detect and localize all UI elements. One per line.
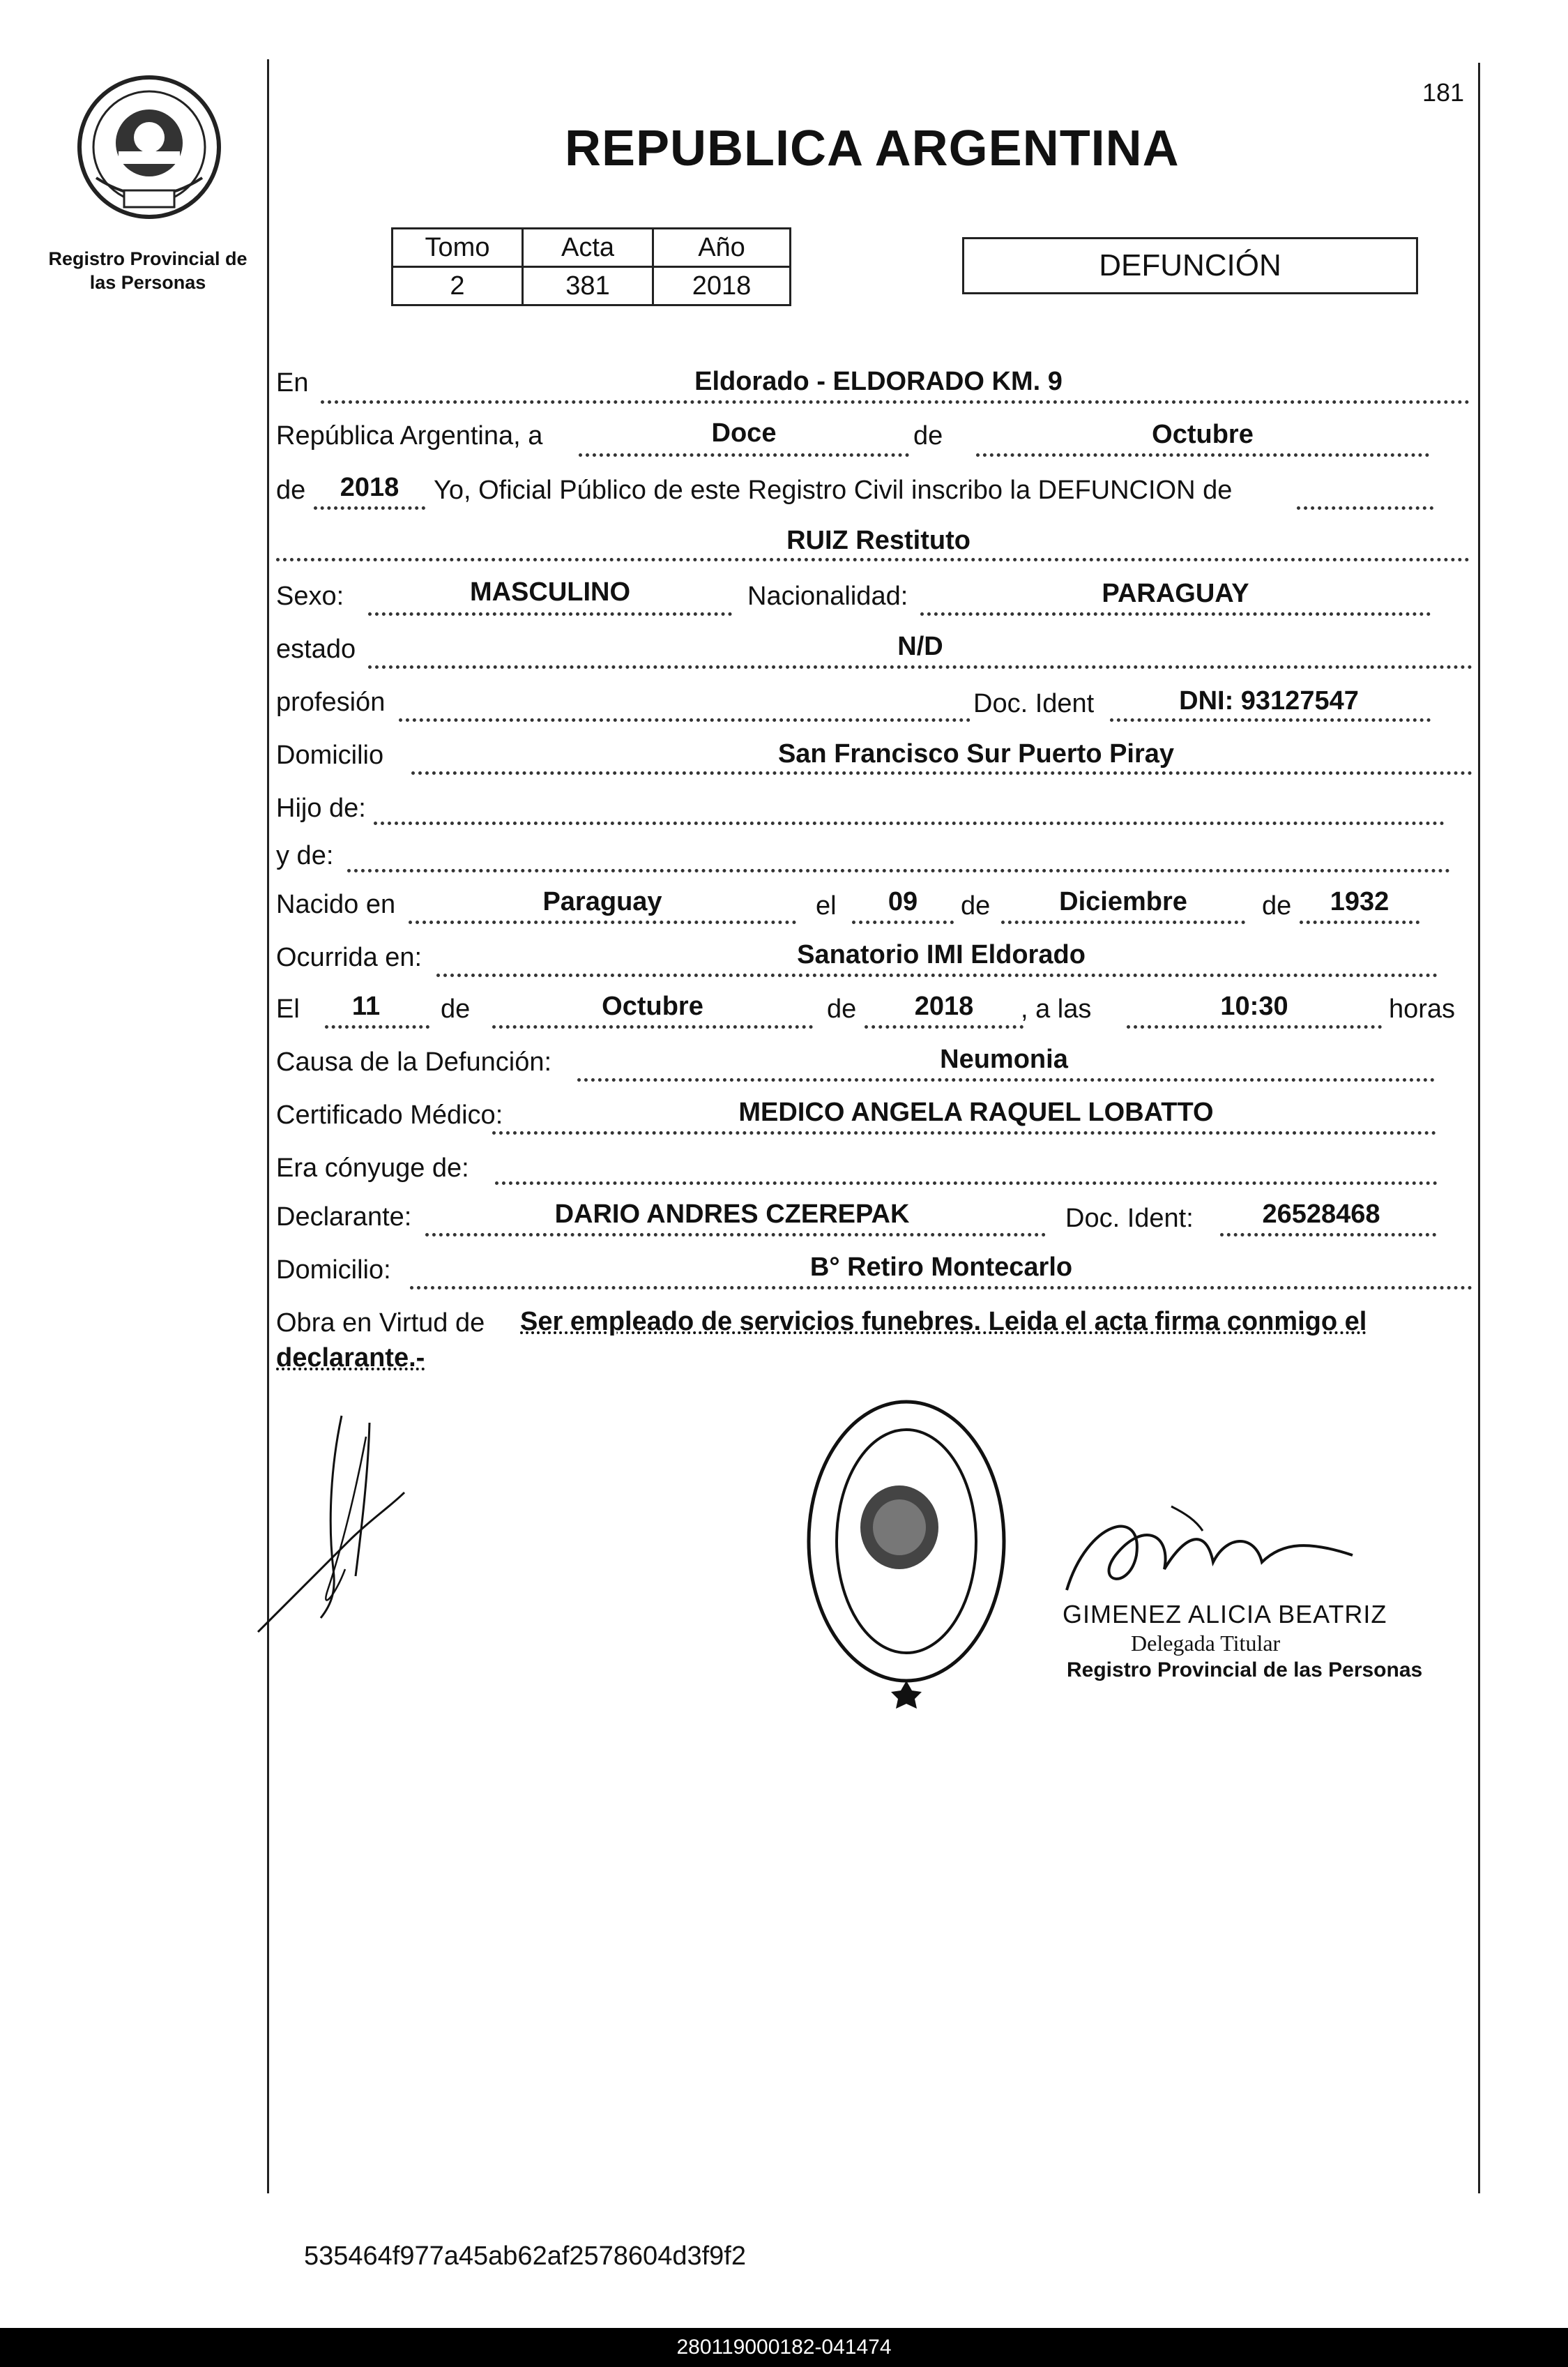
inscribo-text: Yo, Oficial Público de este Registro Civil inscribo la DEFUNCION de — [434, 476, 1233, 505]
dotted-line — [1001, 921, 1245, 924]
dotted-line — [579, 453, 909, 457]
doc-ident-label: Doc. Ident — [973, 689, 1095, 718]
estado-value: N/D — [897, 632, 943, 661]
doc-ident-value: DNI: 93127547 — [1179, 686, 1359, 716]
left-border-line — [267, 59, 269, 2193]
declarant-signature — [251, 1409, 418, 1646]
registry-name-line2: las Personas — [89, 271, 206, 293]
nacido-lugar-value: Paraguay — [542, 887, 662, 916]
dotted-line — [368, 612, 732, 616]
dotted-line — [1297, 506, 1433, 510]
ocurrida-label: Ocurrida en: — [276, 943, 423, 972]
de-label: de — [441, 995, 471, 1024]
obra-label: Obra en Virtud de — [276, 1308, 485, 1338]
nombre-value: RUIZ Restituto — [786, 526, 971, 555]
anio-value: 2018 — [653, 267, 791, 305]
dotted-line — [436, 974, 1438, 977]
declarante-domicilio-value: B° Retiro Montecarlo — [809, 1253, 1073, 1282]
document-type: DEFUNCIÓN — [1099, 248, 1281, 282]
dotted-line — [399, 718, 971, 722]
document-type-box — [962, 237, 1418, 294]
official-name: GIMENEZ ALICIA BEATRIZ — [1063, 1600, 1387, 1628]
dotted-line — [411, 771, 1472, 775]
ocurrida-value: Sanatorio IMI Eldorado — [797, 940, 1086, 969]
domicilio-value: San Francisco Sur Puerto Piray — [777, 739, 1175, 769]
mes-value: Octubre — [1152, 420, 1254, 449]
fall-mes-value: Octubre — [602, 992, 703, 1021]
nacido-anio-value: 1932 — [1330, 887, 1390, 916]
causa-label: Causa de la Defunción: — [276, 1048, 552, 1077]
official-title: Delegada Titular — [1131, 1631, 1281, 1656]
dotted-line — [410, 1286, 1472, 1290]
dotted-line — [425, 1233, 1046, 1237]
declarante-doc-value: 26528468 — [1262, 1200, 1380, 1229]
acta-label: Acta — [523, 229, 653, 267]
dotted-line — [492, 1131, 1436, 1135]
dotted-line — [1300, 921, 1419, 924]
en-label: En — [276, 368, 309, 398]
domicilio-label: Domicilio — [276, 741, 384, 770]
domicilio-label: Domicilio: — [276, 1255, 391, 1285]
nacionalidad-value: PARAGUAY — [1102, 579, 1249, 608]
dotted-line — [865, 1025, 1023, 1029]
dotted-line — [409, 921, 796, 924]
dotted-line — [920, 612, 1431, 616]
obra-line2: declarante.- — [276, 1343, 425, 1372]
acta-value: 381 — [523, 267, 653, 305]
official-signature — [1046, 1492, 1380, 1604]
republica-label: República Argentina, a — [276, 421, 543, 451]
footer-bar — [0, 2328, 1568, 2367]
profesion-label: profesión — [276, 688, 386, 717]
dotted-line — [1110, 718, 1431, 722]
official-office: Registro Provincial de las Personas — [1067, 1658, 1423, 1681]
dotted-line — [325, 1025, 429, 1029]
dotted-line — [321, 400, 1470, 404]
registry-name — [43, 248, 252, 295]
horas-label: horas — [1389, 995, 1456, 1024]
estado-label: estado — [276, 635, 356, 664]
declarante-value: DARIO ANDRES CZEREPAK — [554, 1200, 910, 1229]
el-label: El — [276, 995, 300, 1024]
conyuge-label: Era cónyuge de: — [276, 1154, 469, 1183]
yde-label: y de: — [276, 841, 334, 870]
de-label: de — [827, 995, 857, 1024]
page-title: REPUBLICA ARGENTINA — [565, 121, 1180, 176]
fall-dia-value: 11 — [351, 992, 381, 1021]
page-number: 181 — [1422, 78, 1465, 107]
registry-stamp — [781, 1374, 1032, 1709]
certificado-label: Certificado Médico: — [276, 1101, 503, 1130]
nacido-mes-value: Diciembre — [1059, 887, 1187, 916]
dia-value: Doce — [711, 418, 777, 448]
dotted-line — [347, 869, 1450, 872]
nacionalidad-label: Nacionalidad: — [747, 582, 908, 611]
nacido-label: Nacido en — [276, 890, 396, 919]
de-label: de — [1262, 891, 1292, 921]
right-border-line — [1478, 63, 1480, 2193]
alas-label: , a las — [1021, 995, 1092, 1024]
dotted-line — [276, 558, 1470, 561]
dotted-line — [495, 1181, 1438, 1185]
misiones-seal — [75, 73, 223, 221]
hijo-label: Hijo de: — [276, 794, 366, 823]
tomo-value: 2 — [393, 267, 523, 305]
document-hash: 535464f977a45ab62af2578604d3f9f2 — [304, 2241, 746, 2271]
dotted-line — [374, 822, 1445, 825]
dotted-line — [314, 506, 425, 510]
record-table — [391, 227, 791, 306]
el-label: el — [816, 891, 837, 921]
barcode-id: 280119000182-041474 — [676, 2336, 892, 2359]
fall-hora-value: 10:30 — [1220, 992, 1288, 1021]
causa-value: Neumonia — [940, 1045, 1068, 1074]
dotted-line — [852, 921, 954, 924]
tomo-label: Tomo — [393, 229, 523, 267]
sexo-label: Sexo: — [276, 582, 344, 611]
dotted-line — [1220, 1233, 1436, 1237]
anio-registro-value: 2018 — [340, 473, 399, 502]
certificado-value: MEDICO ANGELA RAQUEL LOBATTO — [738, 1098, 1214, 1127]
registry-name-line1: Registro Provincial de — [48, 248, 248, 269]
declarante-label: Declarante: — [276, 1202, 412, 1232]
nacido-dia-value: 09 — [888, 887, 918, 916]
lugar-value: Eldorado - ELDORADO KM. 9 — [694, 367, 1063, 396]
dotted-line — [1127, 1025, 1382, 1029]
obra-line1: Ser empleado de servicios funebres. Leida el acta firma conmigo el — [520, 1307, 1367, 1336]
de-label: de — [913, 421, 943, 451]
de-label: de — [276, 476, 306, 505]
dotted-line — [976, 453, 1429, 457]
dotted-line — [577, 1078, 1435, 1082]
de-label: de — [961, 891, 991, 921]
anio-label: Año — [653, 229, 791, 267]
dotted-line — [368, 665, 1472, 669]
sexo-value: MASCULINO — [469, 577, 631, 607]
doc-ident-label: Doc. Ident: — [1065, 1204, 1194, 1233]
fall-anio-value: 2018 — [914, 992, 974, 1021]
dotted-line — [492, 1025, 813, 1029]
